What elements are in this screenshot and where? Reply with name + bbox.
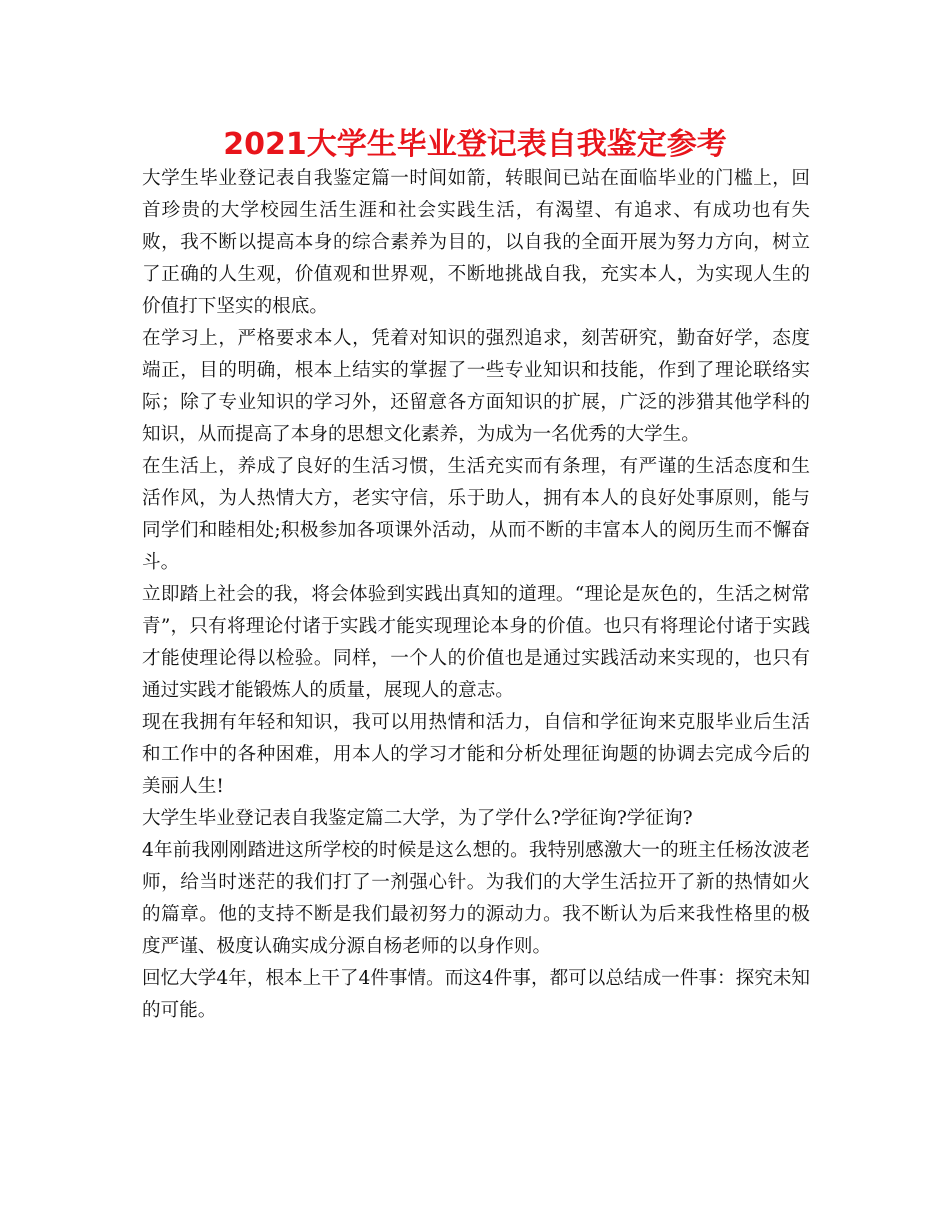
document-title: 2021大学生毕业登记表自我鉴定参考 <box>223 127 727 162</box>
paragraph: 在学习上，严格要求本人，凭着对知识的强烈追求，刻苦研究，勤奋好学，态度端正，目的明确，根本上结实的掌握了一些专业知识和技能，作到了理论联络实际；除了专业知识的学习外，还留意各方面知识的扩展，广泛的涉猎其他学科的知识，从而提高了本身的思想文化素养，为成为一名优秀的大学生。 <box>142 328 810 445</box>
paragraph: 现在我拥有年轻和知识，我可以用热情和活力，自信和学征询来克服毕业后生活和工作中的各种困难，用本人的学习才能和分析处理征询题的协调去完成今后的美丽人生! <box>142 712 810 797</box>
paragraph: 立即踏上社会的我，将会体验到实践出真知的道理。“理论是灰色的，生活之树常青”，只有将理论付诸于实践才能实现理论本身的价值。也只有将理论付诸于实践才能使理论得以检验。同样，一个人的价值也是通过实践活动来实现的，也只有通过实践才能锻炼人的质量，展现人的意志。 <box>142 584 810 701</box>
paragraph: 大学生毕业登记表自我鉴定篇二大学，为了学什么?学征询?学征询? <box>142 808 693 829</box>
paragraph: 在生活上，养成了良好的生活习惯，生活充实而有条理，有严谨的生活态度和生活作风，为人热情大方，老实守信，乐于助人，拥有本人的良好处事原则，能与同学们和睦相处;积极参加各项课外活动，从而不断的丰富本人的阅历生而不懈奋斗。 <box>142 456 810 573</box>
paragraph: 大学生毕业登记表自我鉴定篇一时间如箭，转眼间已站在面临毕业的门槛上，回首珍贵的大学校园生活生涯和社会实践生活，有渴望、有追求、有成功也有失败，我不断以提高本身的综合素养为目的，以自我的全面开展为努力方向，树立了正确的人生观，价值观和世界观，不断地挑战自我，充实本人，为实现人生的价值打下坚实的根底。 <box>142 168 810 317</box>
document-body <box>142 163 810 1027</box>
paragraph: 回忆大学4年，根本上干了4件事情。而这4件事，都可以总结成一件事：探究未知的可能。 <box>142 968 810 1021</box>
paragraph: 4年前我刚刚踏进这所学校的时候是这么想的。我特别感激大一的班主任杨汝波老师，给当时迷茫的我们打了一剂强心针。为我们的大学生活拉开了新的热情如火的篇章。他的支持不断是我们最初努力的源动力。我不断认为后来我性格里的极度严谨、极度认确实成分源自杨老师的以身作则。 <box>142 840 810 957</box>
